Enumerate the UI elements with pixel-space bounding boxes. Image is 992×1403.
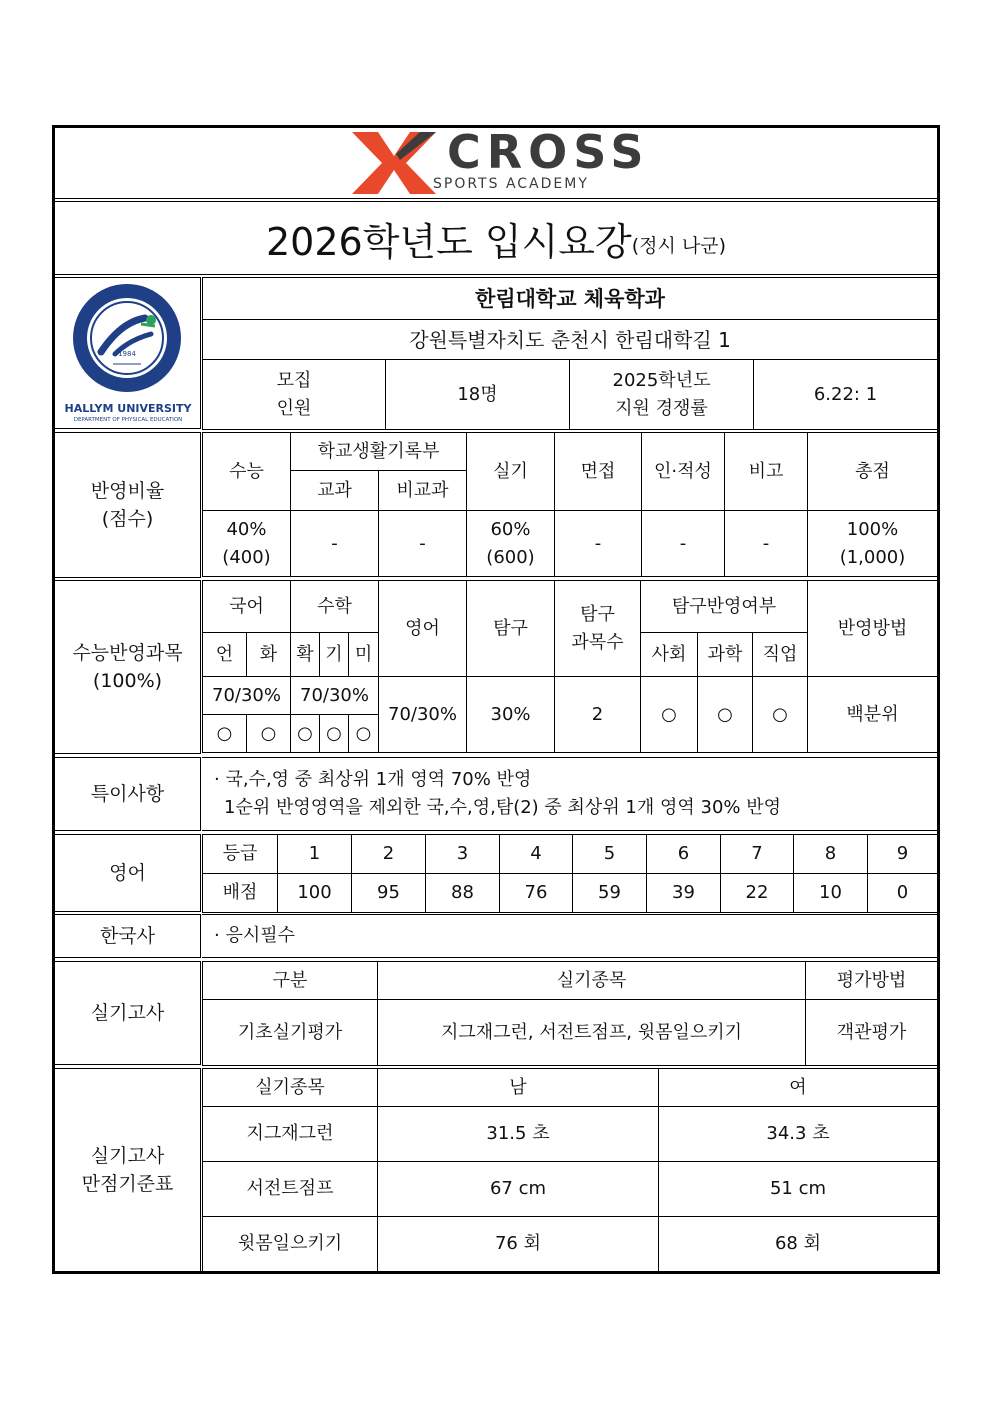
english-grade-9: 9: [868, 835, 938, 874]
english-grade-5: 5: [573, 835, 647, 874]
subjects-header-tamgu-count: [555, 581, 641, 677]
criteria-label: [55, 1068, 201, 1271]
criteria-male: 76 회: [378, 1217, 659, 1272]
english-score-6: 39: [647, 874, 721, 913]
ratio-header-gyogwa: 교과: [291, 471, 379, 511]
english-grade-4: 4: [500, 835, 573, 874]
special-note-line2: 1순위 반영영역을 제외한 국,수,영,탐(2) 중 최상위 1개 영역 30% 반영: [224, 797, 781, 818]
subjects-header-science: 과학: [698, 633, 753, 677]
practical-header-eval: 평가방법: [806, 962, 938, 1000]
university-info-table: [202, 277, 938, 430]
subjects-value-korean: 70/30%: [203, 677, 291, 715]
competition-value: 6.22: 1: [754, 360, 938, 430]
recruit-label-line1: 모집: [276, 369, 312, 391]
ratio-value-silgi-pts: (600): [486, 546, 535, 568]
ratio-value-suneung-pct: 40%: [226, 518, 267, 540]
competition-label-line2: 지원 경쟁률: [615, 397, 708, 419]
history-value-text: · 응시필수: [214, 925, 295, 946]
ratio-value-suneung-pts: (400): [222, 546, 271, 568]
english-grade-row: [203, 835, 938, 874]
subjects-value-science: ○: [698, 677, 753, 753]
criteria-male: 31.5 초: [378, 1107, 659, 1162]
criteria-event: 서전트점프: [203, 1162, 378, 1217]
ratio-value-total-pts: (1,000): [839, 546, 906, 568]
subjects-option-hwak: ○: [291, 715, 320, 753]
subjects-header-job: 직업: [753, 633, 808, 677]
brand-name: CROSS: [447, 125, 650, 179]
ratio-header-silgi: 실기: [467, 433, 555, 511]
english-grade-label: 등급: [203, 835, 278, 874]
subjects-header-tamgu-reflect: 탐구반영여부: [641, 581, 808, 633]
table-row: [203, 1107, 938, 1162]
english-score-8: 10: [794, 874, 868, 913]
history-label: [55, 914, 201, 958]
ratio-value-gyogwa: -: [291, 511, 379, 577]
subjects-value-english: 70/30%: [379, 677, 467, 753]
ratio-value-silgi-pct: 60%: [490, 518, 531, 540]
criteria-label-line1: 실기고사: [90, 1145, 165, 1167]
recruit-label: [203, 360, 386, 430]
ratio-value-suneung: [203, 511, 291, 577]
seal-year: 1984: [118, 350, 136, 358]
criteria-table: [202, 1068, 938, 1272]
subjects-math-hwak: 확: [291, 633, 320, 677]
ratio-header-insung: 인·적성: [642, 433, 725, 511]
ratio-label: [55, 432, 201, 578]
special-label-text: 특이사항: [90, 783, 165, 805]
ratio-header-bigyogwa: 비교과: [379, 471, 467, 511]
english-grade-2: 2: [352, 835, 426, 874]
title-box: [55, 201, 937, 275]
ratio-header-etc: 비고: [725, 433, 808, 511]
practical-table: [202, 961, 938, 1066]
english-score-2: 95: [352, 874, 426, 913]
english-score-7: 22: [721, 874, 794, 913]
recruit-label-line2: 인원: [276, 397, 312, 419]
practical-label-text: 실기고사: [90, 1002, 165, 1024]
subjects-header-social: 사회: [641, 633, 698, 677]
ratio-value-total-pct: 100%: [846, 518, 899, 540]
criteria-header-event: 실기종목: [203, 1069, 378, 1107]
hallym-logo-sub: DEPARTMENT OF PHYSICAL EDUCATION: [73, 417, 183, 423]
subjects-header-tamgu: 탐구: [467, 581, 555, 677]
subjects-option-gi: ○: [320, 715, 349, 753]
criteria-female: 68 회: [659, 1217, 938, 1272]
ratio-label-line2: (점수): [101, 508, 154, 530]
english-score-4: 76: [500, 874, 573, 913]
english-score-1: 100: [278, 874, 352, 913]
english-grade-6: 6: [647, 835, 721, 874]
special-label: [55, 757, 201, 831]
ratio-value-etc: -: [725, 511, 808, 577]
ratio-header-suneung: 수능: [203, 433, 291, 511]
hallym-logo-text: HALLYM UNIVERSITY: [64, 402, 192, 415]
practical-header-events: 실기종목: [378, 962, 806, 1000]
english-table: [202, 834, 938, 913]
criteria-event: 지그재그런: [203, 1107, 378, 1162]
ratio-value-interview: -: [555, 511, 642, 577]
subjects-table: [202, 580, 938, 753]
subjects-value-method: 백분위: [808, 677, 938, 753]
subjects-value-tamgu: 30%: [467, 677, 555, 753]
subjects-option-mi: ○: [349, 715, 379, 753]
criteria-female: 51 cm: [659, 1162, 938, 1217]
practical-header-category: 구분: [203, 962, 378, 1000]
subjects-option-eon: ○: [203, 715, 247, 753]
ratio-header-total: 총점: [808, 433, 938, 511]
practical-value-eval: 객관평가: [806, 1000, 938, 1066]
subjects-value-tamgu-count: 2: [555, 677, 641, 753]
university-logo-box: [55, 277, 201, 429]
university-name: 한림대학교 체육학과: [203, 278, 938, 320]
ratio-header-interview: 면접: [555, 433, 642, 511]
subjects-header-tamgu-count-line1: 탐구: [580, 603, 615, 625]
criteria-female: 34.3 초: [659, 1107, 938, 1162]
ratio-header-school: 학교생활기록부: [291, 433, 467, 471]
english-score-9: 0: [868, 874, 938, 913]
english-grade-8: 8: [794, 835, 868, 874]
university-address: 강원특별자치도 춘천시 한림대학길 1: [203, 320, 938, 360]
practical-label: [55, 961, 201, 1065]
subjects-korean-eon: 언: [203, 633, 247, 677]
practical-value-events: 지그재그런, 서전트점프, 윗몸일으키기: [378, 1000, 806, 1066]
table-row: [203, 1217, 938, 1272]
english-grade-1: 1: [278, 835, 352, 874]
table-row: [203, 1162, 938, 1217]
ratio-value-total: [808, 511, 938, 577]
history-value: [202, 914, 937, 958]
english-label-text: 영어: [109, 862, 146, 884]
subjects-header-tamgu-count-line2: 과목수: [571, 631, 624, 653]
criteria-label-line2: 만점기준표: [81, 1173, 174, 1195]
page-title: 2026학년도 입시요강: [265, 219, 632, 264]
subjects-value-job: ○: [753, 677, 808, 753]
subjects-header-method: 반영방법: [808, 581, 938, 677]
english-score-row: [203, 874, 938, 913]
subjects-math-gi: 기: [320, 633, 349, 677]
competition-label: [570, 360, 754, 430]
subjects-value-social: ○: [641, 677, 698, 753]
english-score-3: 88: [426, 874, 500, 913]
subjects-header-english: 영어: [379, 581, 467, 677]
criteria-header-male: 남: [378, 1069, 659, 1107]
subjects-korean-hwa: 화: [247, 633, 291, 677]
subjects-math-mi: 미: [349, 633, 379, 677]
subjects-label: [55, 580, 201, 754]
brand-tagline: SPORTS ACADEMY: [433, 176, 589, 192]
practical-value-category: 기초실기평가: [203, 1000, 378, 1066]
english-label: [55, 834, 201, 912]
special-note-line1: · 국,수,영 중 최상위 1개 영역 70% 반영: [214, 769, 532, 790]
hallym-seal-icon: [71, 282, 183, 394]
ratio-value-insung: -: [642, 511, 725, 577]
criteria-event: 윗몸일으키기: [203, 1217, 378, 1272]
criteria-male: 67 cm: [378, 1162, 659, 1217]
subjects-label-line1: 수능반영과목: [72, 642, 183, 664]
ratio-table: [202, 432, 938, 577]
recruit-value: 18명: [386, 360, 570, 430]
subjects-option-hwa: ○: [247, 715, 291, 753]
english-grade-7: 7: [721, 835, 794, 874]
ratio-value-bigyogwa: -: [379, 511, 467, 577]
history-label-text: 한국사: [99, 925, 156, 947]
criteria-header-female: 여: [659, 1069, 938, 1107]
ratio-value-silgi: [467, 511, 555, 577]
ratio-label-line1: 반영비율: [90, 480, 165, 502]
subjects-header-korean: 국어: [203, 581, 291, 633]
special-notes: [202, 757, 937, 831]
page-subtitle: (정시 나군): [631, 234, 727, 257]
english-score-5: 59: [573, 874, 647, 913]
brand-header: [55, 125, 937, 199]
english-score-label: 배점: [203, 874, 278, 913]
subjects-value-math: 70/30%: [291, 677, 379, 715]
english-grade-3: 3: [426, 835, 500, 874]
subjects-label-line2: (100%): [92, 670, 163, 692]
subjects-header-math: 수학: [291, 581, 379, 633]
competition-label-line1: 2025학년도: [612, 369, 711, 391]
